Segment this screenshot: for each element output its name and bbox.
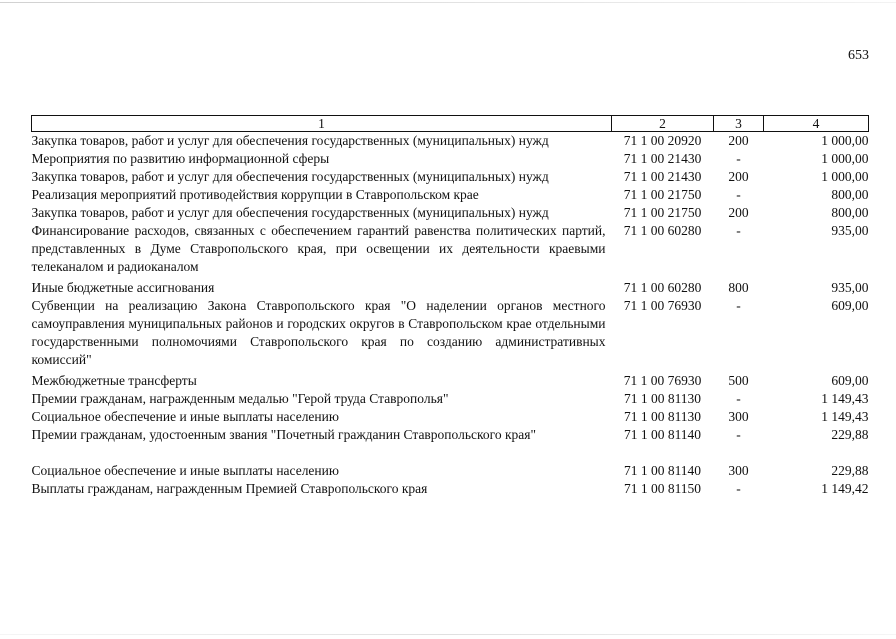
header-row: [32, 116, 869, 132]
row-type: -: [736, 427, 741, 442]
table-row: [32, 168, 869, 186]
row-code: 71 1 00 21430: [623, 169, 702, 184]
row-code: 71 1 00 81130: [623, 391, 702, 406]
row-code: 71 1 00 76930: [623, 298, 702, 313]
table-row: [32, 132, 869, 151]
row-amount: 1 000,00: [821, 151, 869, 166]
budget-table: [31, 115, 869, 498]
row-amount: 609,00: [831, 298, 869, 313]
row-code: 71 1 00 81150: [623, 481, 702, 496]
row-type: 300: [728, 463, 749, 478]
row-name: Закупка товаров, работ и услуг для обеспечения государственных (муниципальных) нужд: [31, 169, 549, 184]
budget-table-container: [31, 115, 868, 498]
row-type: 800: [728, 280, 749, 295]
row-code: 71 1 00 20920: [623, 133, 702, 148]
row-amount: 609,00: [831, 373, 869, 388]
row-amount: 1 000,00: [821, 169, 869, 184]
table-row: [32, 408, 869, 426]
row-type: -: [736, 187, 741, 202]
row-amount: 1 149,43: [821, 409, 869, 424]
table-row: [32, 204, 869, 222]
row-amount: 1 149,43: [821, 391, 869, 406]
row-code: 71 1 00 21430: [623, 151, 702, 166]
row-name: Реализация мероприятий противодействия коррупции в Ставропольском крае: [31, 187, 479, 202]
row-type: 300: [728, 409, 749, 424]
header-col-2: 2: [612, 116, 714, 132]
row-name: Мероприятия по развитию информационной сферы: [31, 151, 330, 166]
table-row: [32, 390, 869, 408]
table-row: [32, 150, 869, 168]
scan-edge-bottom: [0, 634, 896, 635]
row-amount: 800,00: [831, 205, 869, 220]
row-name: Межбюджетные трансферты: [31, 373, 197, 388]
row-name: Выплаты гражданам, награжденным Премией Ставропольского края: [31, 481, 428, 496]
row-type: -: [736, 391, 741, 406]
table-row: [32, 426, 869, 444]
row-name: Закупка товаров, работ и услуг для обеспечения государственных (муниципальных) нужд: [31, 133, 549, 148]
header-col-3: 3: [714, 116, 764, 132]
table-row: [32, 186, 869, 204]
table-row: [32, 222, 869, 279]
row-name: Иные бюджетные ассигнования: [31, 280, 215, 295]
row-code: 71 1 00 21750: [623, 187, 702, 202]
row-code: 71 1 00 60280: [623, 223, 702, 238]
row-amount: 1 149,42: [821, 481, 869, 496]
row-type: 200: [728, 205, 749, 220]
row-amount: 800,00: [831, 187, 869, 202]
row-code: 71 1 00 76930: [623, 373, 702, 388]
row-amount: 229,88: [831, 463, 869, 478]
row-name: Субвенции на реализацию Закона Ставропольского края "О наделении органов местного самоуправления муниципальных районов и городских округов в Ставропольском крае отдельными государственными полномочиями Ставропольского края по созданию административных комиссий": [31, 298, 606, 367]
table-row: [32, 372, 869, 390]
row-code: 71 1 00 81130: [623, 409, 702, 424]
row-amount: 229,88: [831, 427, 869, 442]
row-type: -: [736, 298, 741, 313]
page-number: 653: [848, 48, 869, 63]
row-code: 71 1 00 60280: [623, 280, 702, 295]
row-type: -: [736, 223, 741, 238]
header-col-1: 1: [32, 116, 612, 132]
row-amount: 935,00: [831, 223, 869, 238]
table-header: [32, 116, 869, 132]
row-name: Премии гражданам, удостоенным звания "Почетный гражданин Ставропольского края": [31, 427, 536, 442]
table-body: [32, 132, 869, 499]
row-code: 71 1 00 21750: [623, 205, 702, 220]
row-amount: 935,00: [831, 280, 869, 295]
header-col-4: 4: [764, 116, 869, 132]
row-name: Финансирование расходов, связанных с обеспечением гарантий равенства политических партий, представленных в Думе Ставропольского края, при освещении их деятельности краевыми телеканалом и радиоканалом: [31, 223, 606, 274]
table-row: [32, 279, 869, 297]
row-type: -: [736, 481, 741, 496]
table-row: [32, 297, 869, 372]
row-code: 71 1 00 81140: [623, 427, 702, 442]
table-row: [32, 480, 869, 498]
scan-edge-top: [0, 2, 896, 3]
table-row: [32, 444, 869, 480]
row-code: 71 1 00 81140: [623, 463, 702, 478]
row-type: 500: [728, 373, 749, 388]
row-name: Закупка товаров, работ и услуг для обеспечения государственных (муниципальных) нужд: [31, 205, 549, 220]
row-type: 200: [728, 169, 749, 184]
row-type: 200: [728, 133, 749, 148]
row-name: Премии гражданам, награжденным медалью "Герой труда Ставрополья": [31, 391, 449, 406]
row-name: Социальное обеспечение и иные выплаты населению: [31, 409, 339, 424]
row-name: Социальное обеспечение и иные выплаты населению: [31, 463, 339, 478]
row-type: -: [736, 151, 741, 166]
row-amount: 1 000,00: [821, 133, 869, 148]
